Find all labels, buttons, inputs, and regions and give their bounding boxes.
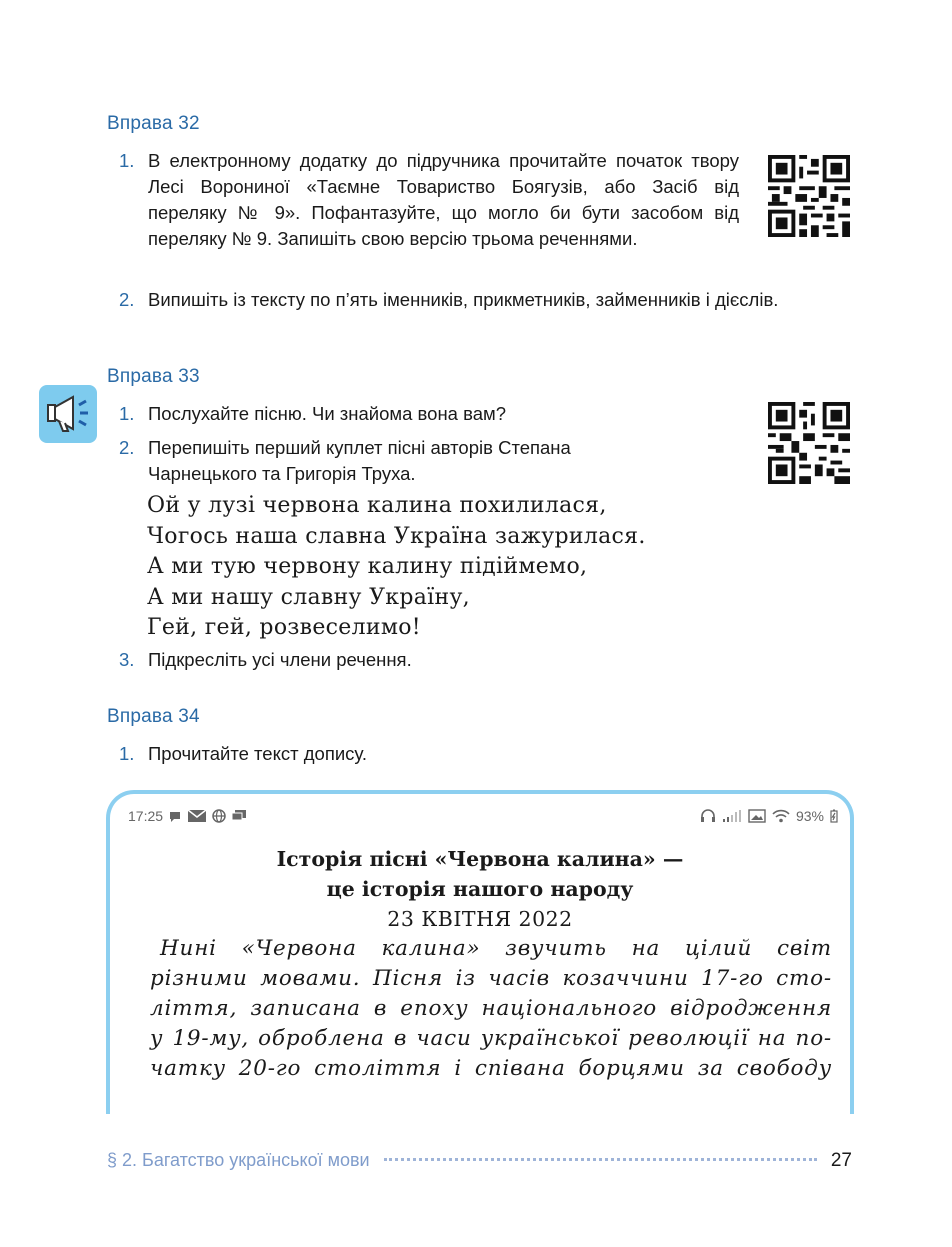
verse-line: Ой у лузі червона калина похилилася, xyxy=(147,493,607,518)
task-text: В електронному додатку до підручника прочитайте початок твору Лесі Ворониної «Таємне Товариство Боягузів, або Засіб від переляку № 9». Пофантазуйте, що могло би бути засобом від переляку № 9. Запишіть свою версію трьома реченнями. xyxy=(148,150,739,249)
status-bar-left xyxy=(128,808,247,824)
exercise-34-task-1 xyxy=(119,741,854,767)
task-number: 3. xyxy=(119,649,135,670)
task-number: 2. xyxy=(119,437,135,458)
exercise-34-heading: Вправа 34 xyxy=(107,706,200,727)
exercise-33-task-1 xyxy=(119,401,854,427)
exercise-33-task-2 xyxy=(119,435,649,487)
post-body-line: ліття, записана в епоху національного відродження xyxy=(150,996,832,1021)
qr-code-icon[interactable] xyxy=(768,402,850,484)
message-icon xyxy=(231,809,247,823)
post-title-line: це історія нашого народу xyxy=(326,877,634,901)
exercise-33-task-3 xyxy=(119,647,854,673)
qr-code-icon[interactable] xyxy=(768,155,850,237)
mail-icon xyxy=(187,809,207,823)
exercise-33-heading: Вправа 33 xyxy=(107,366,200,387)
task-text: Послухайте пісню. Чи знайома вона вам? xyxy=(148,403,507,424)
post-title-line: Історія пісні «Червона калина» — xyxy=(276,847,684,871)
post-body-line: різними мовами. Пісня із часів козаччини 17-го сто- xyxy=(150,966,832,991)
post-title xyxy=(110,844,850,904)
post-body xyxy=(150,934,832,1084)
battery-level: 93% xyxy=(795,808,824,824)
verse-line: Гей, гей, розвеселимо! xyxy=(147,615,421,640)
image-icon xyxy=(748,809,766,823)
task-text: Прочитайте текст допису. xyxy=(148,743,367,764)
exercise-32-task-1 xyxy=(119,148,739,252)
status-time: 17:25 xyxy=(128,808,164,824)
post-date: 23 КВІТНЯ 2022 xyxy=(387,907,573,931)
task-text: Підкресліть усі члени речення. xyxy=(148,649,412,670)
task-number: 1. xyxy=(119,743,135,764)
exercise-32-task-2 xyxy=(119,287,854,313)
task-number: 1. xyxy=(119,403,135,424)
status-bar-right xyxy=(700,808,838,824)
task-number: 1. xyxy=(119,150,135,171)
song-verse xyxy=(147,491,646,644)
task-text: Перепишіть перший куплет пісні авторів Степана Чарнецького та Григорія Труха. xyxy=(148,437,571,484)
dotted-leader xyxy=(384,1158,817,1161)
verse-line: А ми нашу славну Україну, xyxy=(147,584,470,610)
post-body-line: у 19-му, оброблена в часи української революції на по- xyxy=(150,1026,832,1051)
globe-icon xyxy=(212,809,226,823)
page-number: 27 xyxy=(830,1150,852,1171)
exercise-32-heading: Вправа 32 xyxy=(107,113,200,134)
signal-icon xyxy=(722,809,742,823)
headphones-icon xyxy=(700,809,716,823)
phone-screen xyxy=(106,790,854,1114)
section-title: § 2. Багатство української мови xyxy=(107,1150,370,1170)
verse-line: Чогось наша славна Україна зажурилася. xyxy=(147,523,646,549)
task-number: 2. xyxy=(119,289,135,310)
wifi-icon xyxy=(772,809,790,823)
verse-line: А ми тую червону калину підіймемо, xyxy=(147,554,588,579)
battery-icon xyxy=(830,809,838,823)
task-text: Випишіть із тексту по п’ять іменників, прикметників, займенників і дієслів. xyxy=(148,289,779,310)
page-footer xyxy=(107,1150,852,1172)
post-body-line: чатку 20-го століття і співана борцями за свободу xyxy=(150,1056,832,1081)
chat-bubble-icon xyxy=(168,809,182,823)
post-body-line: Нині «Червона калина» звучить на цілий світ xyxy=(160,936,832,961)
megaphone-icon[interactable] xyxy=(39,385,97,443)
